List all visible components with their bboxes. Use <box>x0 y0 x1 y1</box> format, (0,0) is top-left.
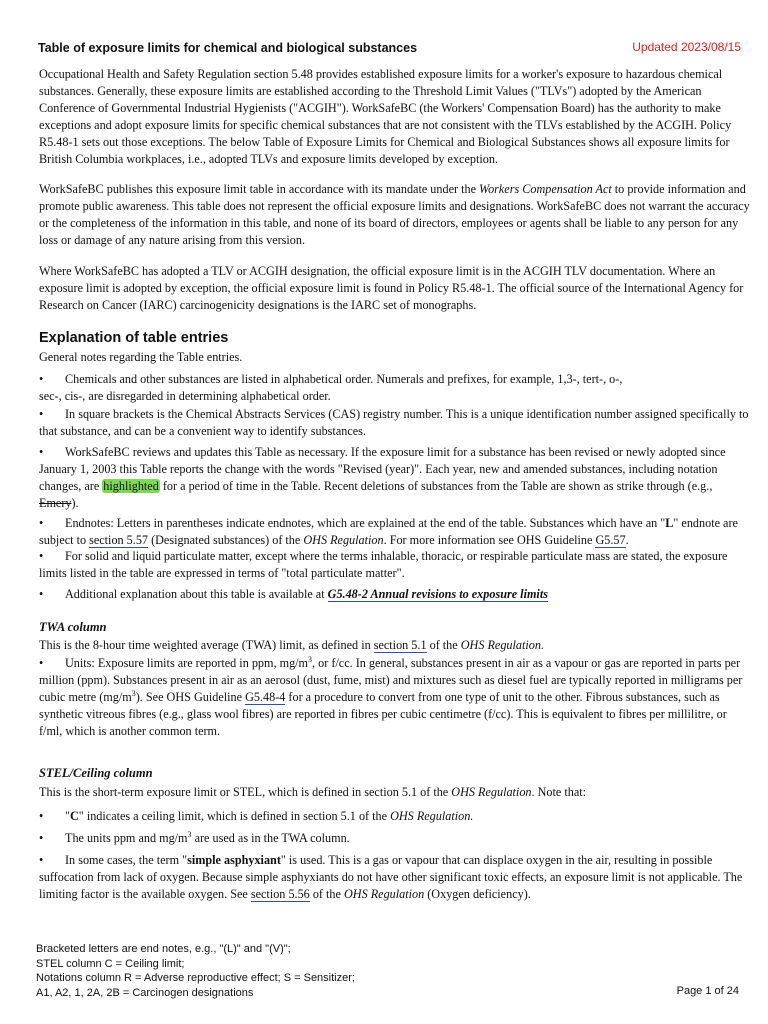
list-item: • WorkSafeBC reviews and updates this Table as necessary. If the exposure limit for a substance has been revised or newly adopted since January 1, 2003 this Table reports the change with the words "Revised (year)". Each year, new and amended substances, including notation changes, are highlighted for a period of time in the Table. Recent deletions of substances from the Table are shown as strike through (e.g., Emery). <box>39 445 726 510</box>
twa-heading: TWA column <box>39 620 107 634</box>
strikethrough-example: Emery <box>39 496 72 510</box>
footer-line: A1, A2, 1, 2A, 2B = Carcinogen designations <box>36 986 254 999</box>
list-item: • In some cases, the term "simple asphyxiant" is used. This is a gas or vapour that can displace oxygen in the air, resulting in possible suffocation from lack of oxygen. Because simple asphyxiants do not have other significant toxic effects, an exposure limit is not applicable. The limiting factor is the available oxygen. See section 5.56 of the OHS Regulation (Oxygen deficiency). <box>39 853 743 901</box>
list-item: • Units: Exposure limits are reported in ppm, $mg/m^3$, or f/cc. In general, substances present in air as a vapour or gas are reported in parts per million (ppm). Substances present in air as an aerosol (dust, fume, mist) and mixtures such as diesel fuel are typically reported in milligrams per cubic metre $(mg/m^3)$. See OHS Guideline G5.48-4 for a procedure to convert from one type of unit to the other. Fibrous substances, such as synthetic vitreous fibres (e.g., glass wool fibres) are reported in fibres per cubic centimetre (f/cc). This is equivalent to fibres per millilitre, or f/ml, which is another common term. <box>39 654 743 738</box>
updated-date: Updated 2023/08/15 <box>632 40 741 54</box>
annual-revisions-link[interactable]: G5.48-2 Annual revisions to exposure limits <box>327 587 548 601</box>
intro-paragraph-1: Occupational Health and Safety Regulation section 5.48 provides established exposure limits for a worker's exposure to hazardous chemical substances. Generally, these exposure limits are established according to the Threshold Limit Values ("TLVs") adopted by the American Conference of Governmental Industrial Hygienists ("ACGIH"). WorkSafeBC (the Workers' Compensation Board) has the authority to make exceptions and adopt exposure limits for specific chemical substances that are not consistent with the TLVs established by the ACGIH. Policy R5.48-1 sets out those exceptions. The below Table of Exposure Limits for Chemical and Biological Substances shows all exposure limits for British Columbia workplaces, i.e., adopted TLVs and exposure limits developed by exception. <box>39 67 732 166</box>
page-number: Page 1 of 24 <box>676 985 739 997</box>
intro-paragraph-3: Where WorkSafeBC has adopted a TLV or ACGIH designation, the official exposure limit is in the ACGIH TLV documentation. Where an exposure limit is adopted by exception, the official exposure limit is found in Policy R5.48-1. The official source of the International Agency for Research on Cancer (IARC) carcinogenicity designations is the IARC set of monographs. <box>39 264 744 312</box>
list-item: • Chemicals and other substances are listed in alphabetical order. Numerals and prefixes, for example, 1,3-, tert-, o-, sec-, cis-, are disregarded in determining alphabetical order. <box>39 372 623 403</box>
footer-line: Bracketed letters are end notes, e.g., "(L)" and "(V)"; <box>36 943 291 955</box>
guideline-g5-48-4-link[interactable]: G5.48-4 <box>245 690 286 704</box>
footer-line: Notations column R = Adverse reproductive effect; S = Sensitizer; <box>36 972 355 984</box>
list-item: • "C" indicates a ceiling limit, which is defined in section 5.1 of the OHS Regulation. <box>39 809 474 823</box>
page-title: Table of exposure limits for chemical and biological substances <box>38 41 418 55</box>
list-item: • Endnotes: Letters in parentheses indicate endnotes, which are explained at the end of the table. Substances which have an "L" endnote are subject to section 5.57 (Designated substances) of the OHS Regulation. For more information see OHS Guideline G5.57. <box>39 516 738 547</box>
highlight-example: highlighted <box>103 479 159 493</box>
footer-line: STEL column C = Ceiling limit; <box>36 957 185 970</box>
section-5-1-link[interactable]: section 5.1 <box>373 638 427 652</box>
guideline-g5-57-link[interactable]: G5.57 <box>595 533 626 547</box>
section-5-57-link[interactable]: section 5.57 <box>89 533 149 547</box>
stel-description: This is the short-term exposure limit or STEL, which is defined in section 5.1 of the OHS Regulation. Note that: <box>39 785 587 799</box>
list-item: • The units ppm and $mg/m^3$ are used as in the TWA column. <box>39 829 350 845</box>
twa-description: This is the 8-hour time weighted average (TWA) limit, as defined in section 5.1 of the OHS Regulation. <box>39 638 545 652</box>
list-item: • Additional explanation about this table is available at G5.48-2 Annual revisions to exposure limits <box>39 587 548 601</box>
footer-legend <box>36 942 355 1000</box>
intro-paragraph-2: WorkSafeBC publishes this exposure limit table in accordance with its mandate under the Workers Compensation Act to provide information and promote public awareness. This table does not represent the official exposure limits and designations. WorkSafeBC does not warrant the accuracy or the completeness of the information in this table, and none of its board of directors, employees or agents shall be liable to any person for any loss or damage of any nature arising from this version. <box>39 182 750 247</box>
list-item: • In square brackets is the Chemical Abstracts Services (CAS) registry number. This is a unique identification number assigned specifically to that substance, and can be a convenient way to identify substances. <box>39 407 749 438</box>
list-item: • For solid and liquid particulate matter, except where the terms inhalable, thoracic, or respirable particulate mass are stated, the exposure limits listed in the table are expressed in terms of "total particulate matter". <box>39 549 728 580</box>
stel-heading: STEL/Ceiling column <box>39 766 153 780</box>
explanation-subheading: General notes regarding the Table entries. <box>39 350 243 364</box>
explanation-heading: Explanation of table entries <box>39 330 229 346</box>
section-5-56-link[interactable]: section 5.56 <box>250 887 310 901</box>
